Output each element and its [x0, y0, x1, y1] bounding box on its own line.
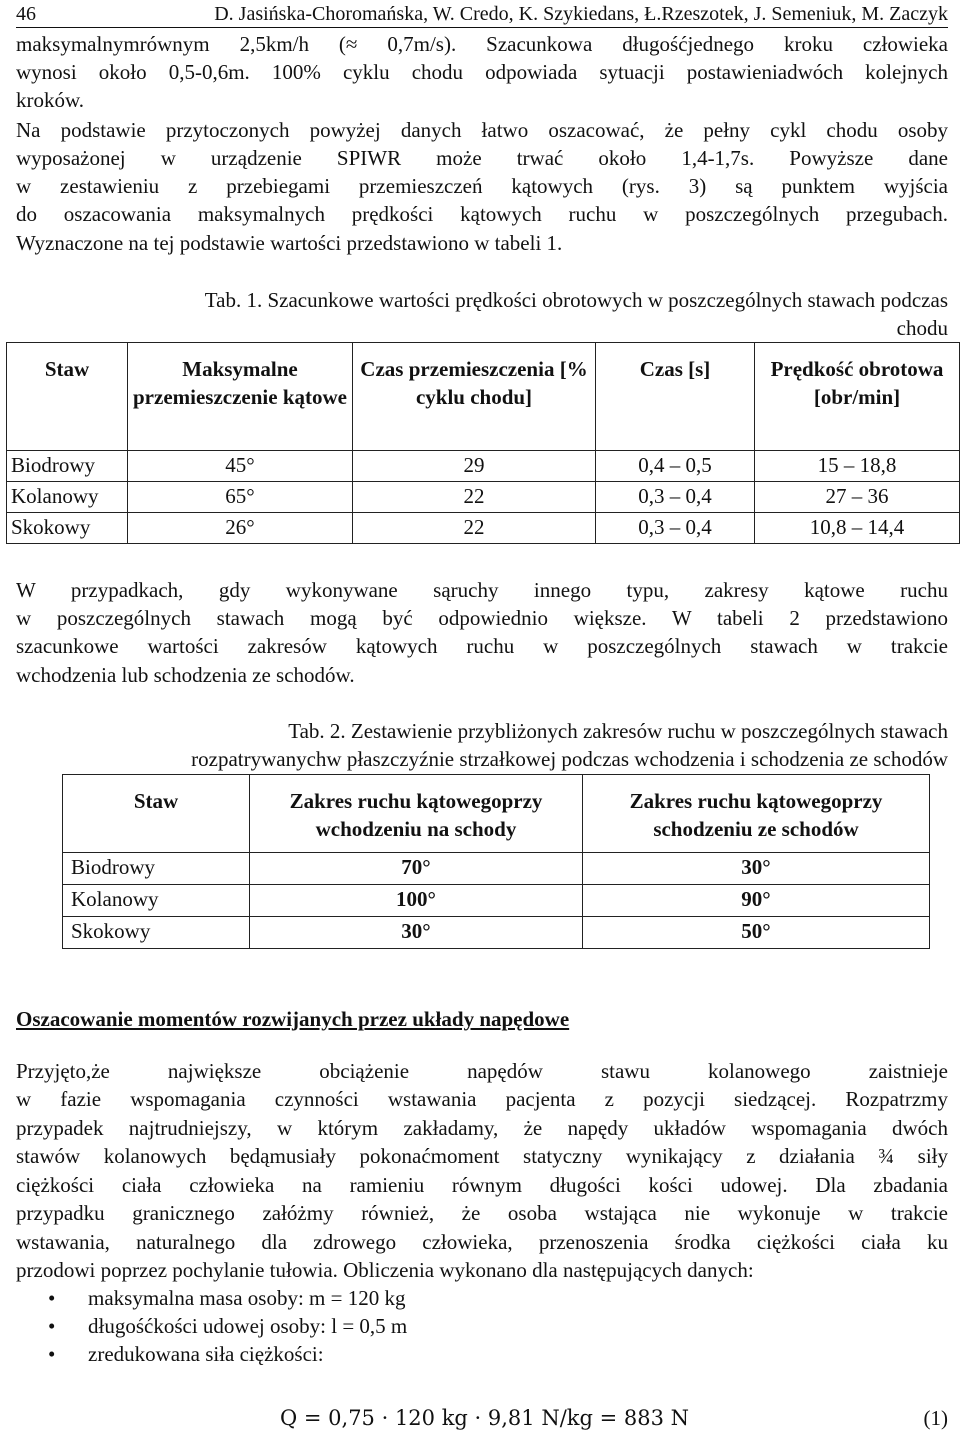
paragraph-line: przodowi poprzez pochylanie tułowia. Obliczenia wykonano dla następujących danych:: [16, 1258, 754, 1282]
list-item: [40, 1312, 640, 1340]
paragraph-line: przypadku granicznego załóżmy również, że osoba wstająca nie wykonuje w trakcie: [16, 1201, 948, 1225]
paragraph-line: W przypadkach, gdy wykonywane sąruchy innego typu, zakresy kątowe ruchu: [16, 578, 948, 602]
intro-line: wyposażonej w urządzenie SPIWR może trwać około 1,4-1,7s. Powyższe dane: [16, 146, 948, 170]
table2-header-cell: Staw: [63, 775, 250, 853]
table-row: [7, 451, 960, 482]
table1-cell: 0,3 – 0,4: [596, 513, 755, 544]
table1-header-row: [7, 343, 960, 451]
data-bullet-list: [40, 1284, 640, 1368]
paragraph-line: szacunkowe wartości zakresów kątowych ruchu w poszczególnych stawach w trakcie: [16, 634, 948, 658]
section-title: Oszacowanie momentów rozwijanych przez układy napędowe: [16, 1007, 570, 1031]
header-authors: D. Jasińska-Choromańska, W. Credo, K. Szykiedans, Ł.Rzeszotek, J. Semeniuk, M. Zaczyk: [214, 3, 948, 25]
intro-line: w zestawieniu z przebiegami przemieszczeń kątowych (rys. 3) są punktem wyjścia: [16, 174, 948, 198]
paragraph-line: wchodzenia lub schodzenia ze schodów.: [16, 663, 355, 687]
table2-cell: 30°: [583, 853, 930, 885]
table1-header-cell: Prędkość obrotowa [obr/min]: [755, 343, 960, 451]
table1-header-cell: Maksymalne przemieszczenie kątowe: [128, 343, 353, 451]
paragraph-line: przypadek najtrudniejszy, w którym zakładamy, że napędy układów wspomagania dwóch: [16, 1116, 948, 1140]
table-row: [63, 853, 930, 885]
intro-line: wynosi około 0,5-0,6m. 100% cyklu chodu odpowiada sytuacji postawieniadwóch kolejnych: [16, 60, 948, 84]
table2-cell: 90°: [583, 885, 930, 917]
table2-cell-staw: Biodrowy: [63, 853, 250, 885]
table1: [6, 342, 960, 544]
paragraph-line: wstawania, naturalnego dla zdrowego człowieka, przenoszenia środka ciężkości ciała ku: [16, 1230, 948, 1254]
table2-cell: 50°: [583, 917, 930, 949]
table1-cell-staw: Biodrowy: [7, 451, 128, 482]
paragraph-line: w fazie wspomagania czynności wstawania pacjenta z pozycji siedzącej. Rozpatrzmy: [16, 1087, 948, 1111]
page-header: [16, 0, 948, 26]
table1-cell: 29: [353, 451, 596, 482]
intro-line: Wyznaczone na tej podstawie wartości przedstawiono w tabeli 1.: [16, 231, 563, 255]
intro-line: Na podstawie przytoczonych powyżej danych łatwo oszacować, że pełny cykl chodu osoby: [16, 118, 948, 142]
table1-header-cell: Staw: [7, 343, 128, 451]
paragraph-line: ciężkości ciała człowieka na ramieniu równym długości kości udowej. Dla zbadania: [16, 1173, 948, 1197]
table2-header-row: [63, 775, 930, 853]
table2-cell-staw: Kolanowy: [63, 885, 250, 917]
table1-header-cell: Czas [s]: [596, 343, 755, 451]
intro-line: do oszacowania maksymalnych prędkości kątowych ruchu w poszczególnych przegubach.: [16, 202, 948, 226]
table1-cell: 15 – 18,8: [755, 451, 960, 482]
table-row: [63, 917, 930, 949]
table1-caption-cont: chodu: [896, 316, 948, 340]
table1-cell: 0,3 – 0,4: [596, 482, 755, 513]
list-item: [40, 1284, 640, 1312]
table1-cell: 0,4 – 0,5: [596, 451, 755, 482]
bullet-icon: •: [48, 1342, 56, 1366]
equation-number: (1): [923, 1406, 948, 1430]
bullet-icon: •: [48, 1286, 56, 1310]
table2: [62, 774, 930, 949]
table1-cell: 22: [353, 513, 596, 544]
header-rule: [16, 27, 948, 28]
table2-cell: 100°: [250, 885, 583, 917]
table1-cell: 45°: [128, 451, 353, 482]
table1-caption: Tab. 1. Szacunkowe wartości prędkości obrotowych w poszczególnych stawach podczas: [204, 288, 948, 312]
table2-cell: 70°: [250, 853, 583, 885]
intro-line: kroków.: [16, 88, 85, 112]
equation-formula: Q = 0,75 · 120 kg · 9,81 N/kg = 883 N: [280, 1406, 690, 1430]
list-item-text: zredukowana siła ciężkości:: [88, 1342, 324, 1366]
table1-cell: 27 – 36: [755, 482, 960, 513]
table1-header-cell: Czas przemieszczenia [% cyklu chodu]: [353, 343, 596, 451]
list-item: [40, 1340, 640, 1368]
table2-header-cell: Zakres ruchu kątowegoprzy wchodzeniu na schody: [250, 775, 583, 853]
bullet-icon: •: [48, 1314, 56, 1338]
table1-cell: 65°: [128, 482, 353, 513]
list-item-text: maksymalna masa osoby: m = 120 kg: [88, 1286, 406, 1310]
intro-line: maksymalnymrównym 2,5km/h (≈ 0,7m/s). Szacunkowa długośćjednego kroku człowieka: [16, 32, 948, 56]
table-row: [7, 482, 960, 513]
table2-cell-staw: Skokowy: [63, 917, 250, 949]
table1-cell-staw: Skokowy: [7, 513, 128, 544]
paragraph-line: w poszczególnych stawach mogą być odpowiednio większe. W tabeli 2 przedstawiono: [16, 606, 948, 630]
paragraph-line: stawów kolanowych będąmusiały pokonaćmoment statyczny wynikający z działania ¾ siły: [16, 1144, 948, 1168]
table1-cell: 10,8 – 14,4: [755, 513, 960, 544]
paragraph-line: Przyjęto,że największe obciążenie napędów stawu kolanowego zaistnieje: [16, 1059, 948, 1083]
table-row: [7, 513, 960, 544]
table2-header-cell: Zakres ruchu kątowegoprzy schodzeniu ze schodów: [583, 775, 930, 853]
table1-cell: 22: [353, 482, 596, 513]
list-item-text: długośćkości udowej osoby: l = 0,5 m: [88, 1314, 408, 1338]
page-number: 46: [16, 3, 36, 25]
table2-caption-cont: rozpatrywanychw płaszczyźnie strzałkowej podczas wchodzenia i schodzenia ze schodów: [191, 747, 948, 771]
table2-cell: 30°: [250, 917, 583, 949]
table1-cell: 26°: [128, 513, 353, 544]
table1-cell-staw: Kolanowy: [7, 482, 128, 513]
table2-caption: Tab. 2. Zestawienie przybliżonych zakresów ruchu w poszczególnych stawach: [288, 719, 948, 743]
table-row: [63, 885, 930, 917]
